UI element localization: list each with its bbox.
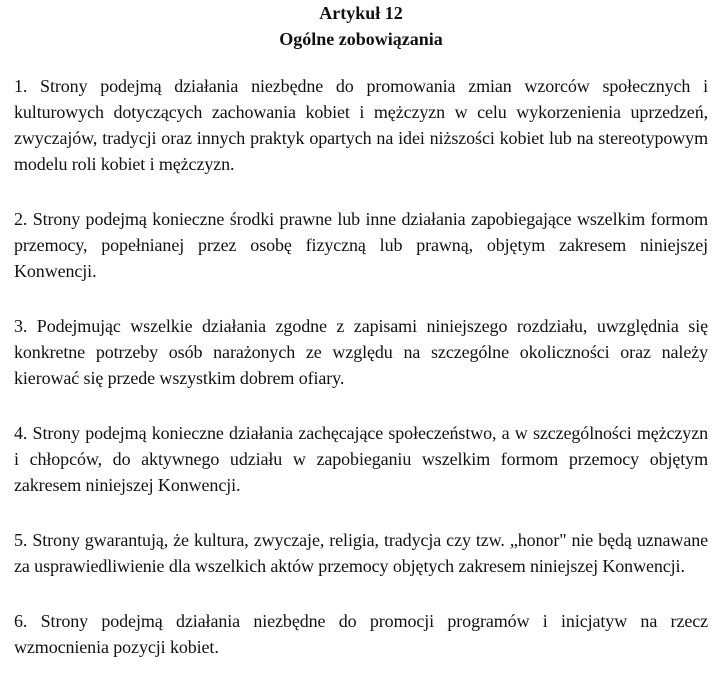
paragraph-3: 3. Podejmując wszelkie działania zgodne z zapisami niniejszego rozdziału, uwzględnia się konkretne potrzeby osób narażonych ze względu na szczególne okoliczności oraz należy kierować się przede wszystkim dobrem ofiary. bbox=[14, 316, 708, 388]
paragraph-4: 4. Strony podejmą konieczne działania zachęcające społeczeństwo, a w szczególności mężczyzn i chłopców, do aktywnego udziału w zapobieganiu wszelkim formom przemocy objętym zakresem niniejszej Konwencji. bbox=[14, 423, 708, 495]
paragraph-2: 2. Strony podejmą konieczne środki prawne lub inne działania zapobiegające wszelkim formom przemocy, popełnianej przez osobę fizyczną lub prawną, objętym zakresem niniejszej Konwencji. bbox=[14, 209, 708, 281]
article-title: Ogólne zobowiązania bbox=[279, 29, 443, 49]
paragraph-6: 6. Strony podejmą działania niezbędne do promocji programów i inicjatyw na rzecz wzmocnienia pozycji kobiet. bbox=[14, 611, 708, 657]
paragraph-5: 5. Strony gwarantują, że kultura, zwyczaje, religia, tradycja czy tzw. „honor" nie będą uznawane za usprawiedliwienie dla wszelkich aktów przemocy objętych zakresem niniejszej Konwencji. bbox=[14, 530, 708, 576]
article-number: Artykuł 12 bbox=[319, 3, 403, 23]
paragraph-1: 1. Strony podejmą działania niezbędne do promowania zmian wzorców społecznych i kulturowych dotyczących zachowania kobiet i mężczyzn w celu wykorzenienia uprzedzeń, zwyczajów, tradycji oraz innych praktyk opartych na idei niższości kobiet lub na stereotypowym modelu roli kobiet i mężczyzn. bbox=[14, 76, 708, 174]
document-page bbox=[14, 0, 708, 689]
